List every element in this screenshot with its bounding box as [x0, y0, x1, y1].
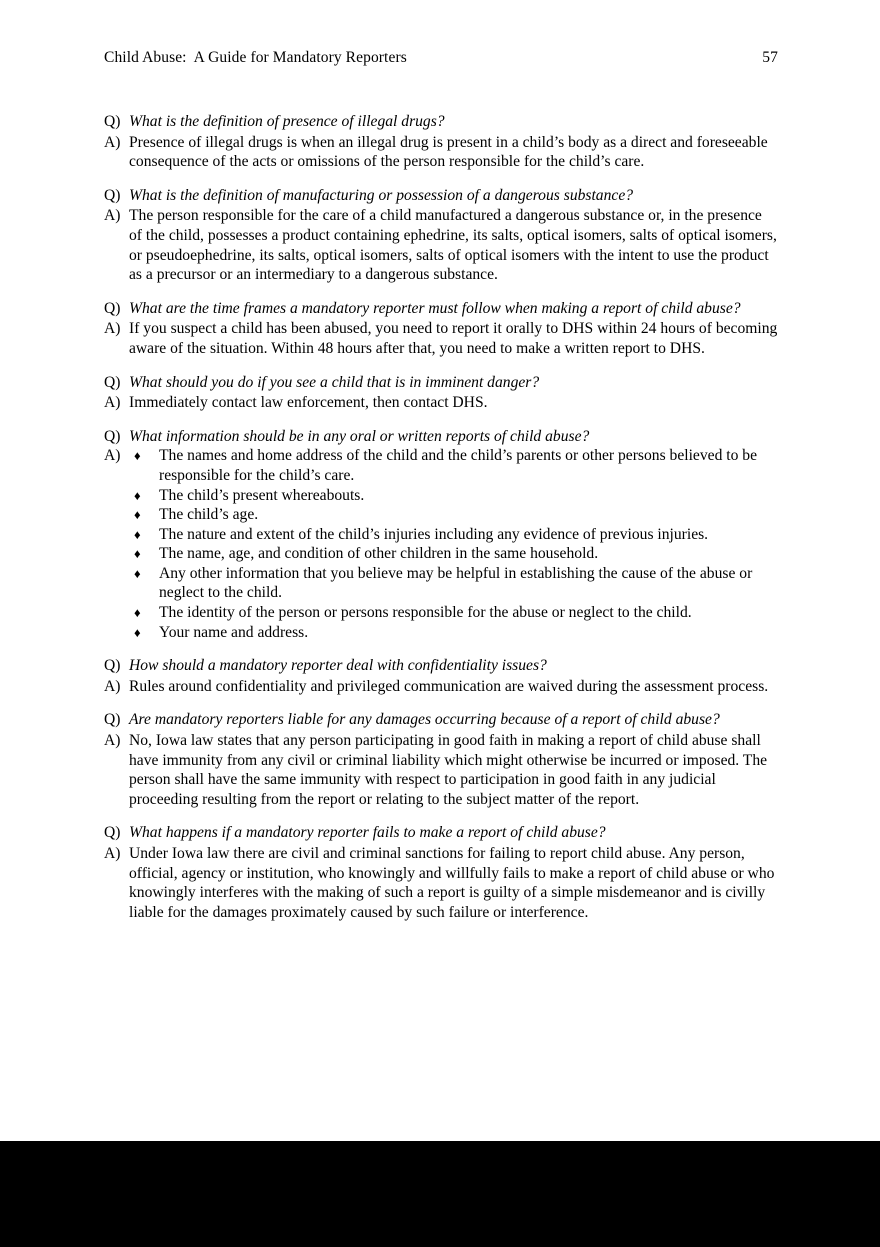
- qa-answer: [104, 133, 778, 172]
- qa-answer: [104, 319, 778, 358]
- list-item-text: The identity of the person or persons responsible for the abuse or neglect to the child.: [159, 604, 692, 622]
- list-item: [134, 446, 778, 485]
- diamond-bullet-icon: ♦: [134, 565, 141, 581]
- qa-question: [104, 186, 778, 206]
- question-text: What should you do if you see a child that is in imminent danger?: [129, 373, 540, 391]
- list-item: [134, 564, 778, 603]
- question-label: Q): [104, 711, 121, 729]
- list-item-text: The nature and extent of the child’s injuries including any evidence of previous injuries.: [159, 525, 709, 543]
- qa-question: [104, 373, 778, 393]
- qa-answer: [104, 206, 778, 284]
- question-text: What happens if a mandatory reporter fails to make a report of child abuse?: [129, 824, 606, 842]
- answer-text: Under Iowa law there are civil and criminal sanctions for failing to report child abuse. Any person, official, agency or institution, who knowingly and willfully fails to make a report of child abuse or who knowingly interferes with the making of such a report is guilty of a simple misdemeanor and is civilly liable for the damages proximately caused by such failure or interference.: [129, 845, 775, 921]
- running-header: [104, 48, 778, 67]
- list-item: [134, 486, 778, 506]
- diamond-bullet-icon: ♦: [134, 624, 141, 640]
- question-text: What are the time frames a mandatory reporter must follow when making a report of child abuse?: [129, 299, 741, 317]
- qa-question: [104, 427, 778, 447]
- list-item-text: Your name and address.: [159, 623, 309, 641]
- answer-text: If you suspect a child has been abused, you need to report it orally to DHS within 24 hours of becoming aware of the situation. Within 48 hours after that, you need to make a written report to DHS.: [129, 320, 778, 357]
- list-item: [134, 544, 778, 564]
- question-text: What information should be in any oral or written reports of child abuse?: [129, 427, 590, 445]
- list-item: [134, 505, 778, 525]
- answer-text: Presence of illegal drugs is when an illegal drug is present in a child’s body as a direct and foreseeable consequence of the acts or omissions of the person responsible for the child’s care.: [129, 133, 768, 171]
- answer-text: Immediately contact law enforcement, then contact DHS.: [129, 394, 488, 412]
- diamond-bullet-icon: ♦: [134, 507, 141, 523]
- answer-label: A): [104, 320, 121, 338]
- qa-answer: [104, 677, 778, 697]
- question-label: Q): [104, 657, 121, 675]
- answer-label: A): [104, 845, 121, 862]
- qa-answer: [104, 393, 778, 413]
- answer-bullet-list: [129, 446, 778, 642]
- qa-question: [104, 823, 778, 843]
- diamond-bullet-icon: ♦: [134, 448, 141, 464]
- diamond-bullet-icon: ♦: [134, 487, 141, 503]
- header-document-title: Child Abuse: A Guide for Mandatory Reporters: [104, 49, 407, 66]
- list-item-text: The child’s present whereabouts.: [159, 486, 365, 504]
- question-text: How should a mandatory reporter deal with confidentiality issues?: [129, 657, 547, 675]
- qa-question: [104, 299, 778, 319]
- qa-question: [104, 710, 778, 730]
- question-text: What is the definition of manufacturing or possession of a dangerous substance?: [129, 186, 634, 204]
- question-label: Q): [104, 113, 121, 130]
- diamond-bullet-icon: ♦: [134, 526, 141, 542]
- answer-label: A): [104, 677, 121, 695]
- qa-question: [104, 656, 778, 676]
- qa-answer: [104, 844, 778, 922]
- question-label: Q): [104, 427, 121, 445]
- list-item: [134, 623, 778, 643]
- question-text: What is the definition of presence of illegal drugs?: [129, 113, 445, 130]
- answer-text: The person responsible for the care of a child manufactured a dangerous substance or, in the presence of the child, possesses a product containing ephedrine, its salts, optical isomers, salts of optical isomers, or pseudoephedrine, its salts, optical isomers, salts of optical isomers with the intent to use the product as a precursor or an intermediary to a dangerous substance.: [129, 207, 777, 284]
- qa-content: [104, 112, 778, 922]
- qa-block: [104, 373, 778, 413]
- qa-block: [104, 656, 778, 696]
- answer-text: No, Iowa law states that any person participating in good faith in making a report of child abuse shall have immunity from any civil or criminal liability which might otherwise be incurred or imposed. The person shall have the same immunity with respect to participation in good faith in any judicial proceeding resulting from the report or relating to the subject matter of the report.: [129, 732, 768, 808]
- qa-block: [104, 112, 778, 172]
- answer-text: Rules around confidentiality and privileged communication are waived during the assessment process.: [129, 677, 769, 695]
- list-item-text: The names and home address of the child and the child’s parents or other persons believed to be responsible for the child’s care.: [159, 447, 758, 484]
- qa-answer: [104, 731, 778, 809]
- question-label: Q): [104, 373, 121, 391]
- answer-label: A): [104, 732, 121, 750]
- list-item-text: Any other information that you believe may be helpful in establishing the cause of the abuse or neglect to the child.: [159, 564, 753, 602]
- qa-block: [104, 823, 778, 922]
- qa-block: [104, 710, 778, 809]
- qa-block: [104, 299, 778, 359]
- qa-block: [104, 427, 778, 643]
- page-number: 57: [762, 49, 778, 66]
- answer-label: A): [104, 207, 121, 225]
- diamond-bullet-icon: ♦: [134, 605, 141, 621]
- qa-answer: [104, 446, 778, 642]
- list-item-text: The child’s age.: [159, 506, 259, 524]
- answer-label: A): [104, 394, 121, 412]
- list-item: [134, 603, 778, 623]
- answer-label: A): [104, 133, 121, 151]
- qa-block: [104, 186, 778, 285]
- page-bottom-black-band: [0, 1141, 880, 1247]
- question-label: Q): [104, 824, 121, 842]
- diamond-bullet-icon: ♦: [134, 546, 141, 562]
- question-label: Q): [104, 299, 121, 317]
- list-item: [134, 525, 778, 545]
- question-label: Q): [104, 186, 121, 204]
- qa-question: [104, 112, 778, 132]
- question-text: Are mandatory reporters liable for any damages occurring because of a report of child abuse?: [129, 711, 720, 729]
- list-item-text: The name, age, and condition of other children in the same household.: [159, 545, 599, 563]
- answer-label: A): [104, 447, 121, 465]
